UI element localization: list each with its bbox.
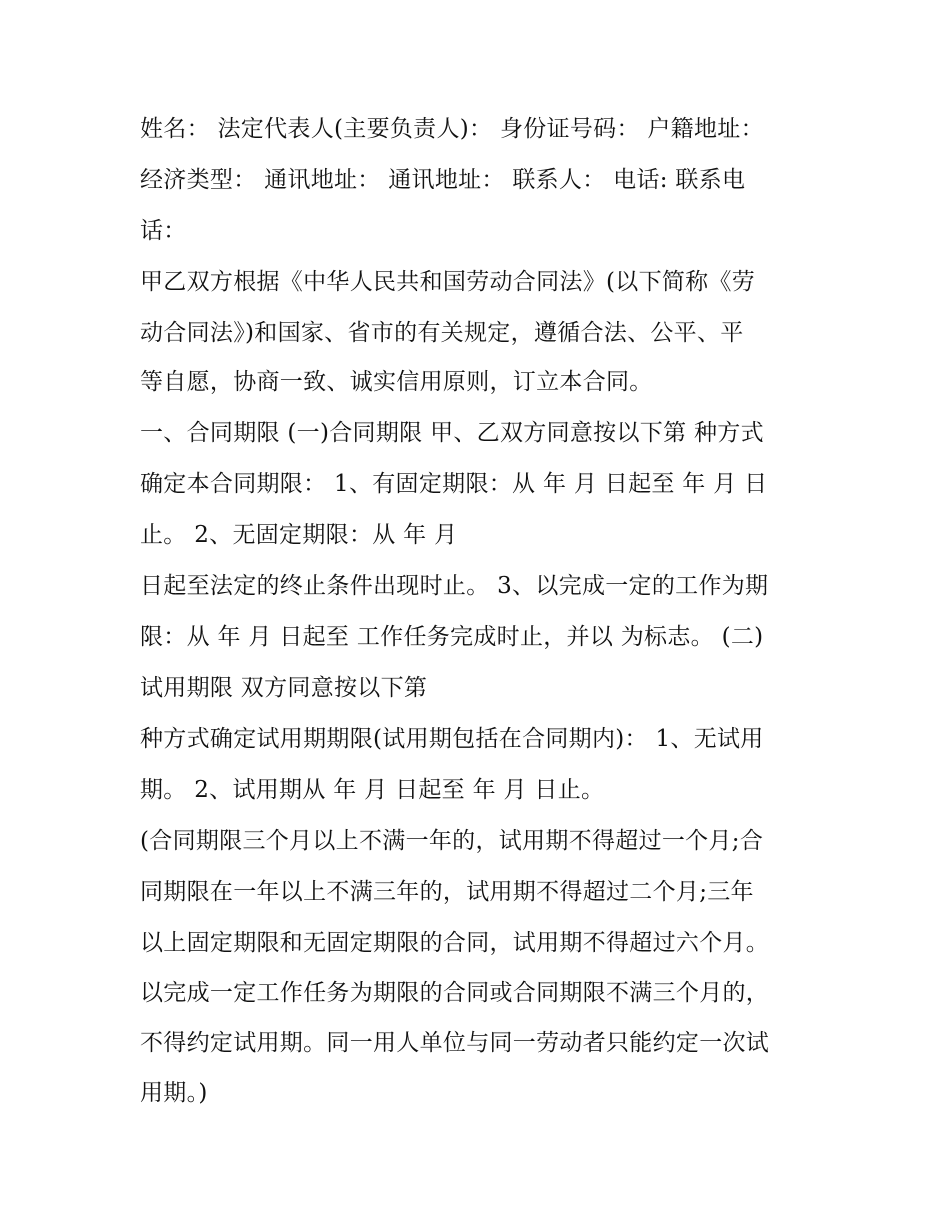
- text-line: 止。 2、无固定期限：从 年 月: [140, 522, 458, 548]
- text-line: 姓名： 法定代表人(主要负责人)： 身份证号码： 户籍地址：: [140, 116, 764, 142]
- text-line: 动合同法》)和国家、省市的有关规定，遵循合法、公平、平: [140, 320, 744, 346]
- text-line: 话：: [140, 218, 187, 244]
- text-line: 以完成一定工作任务为期限的合同或合同期限不满三个月的，: [140, 980, 770, 1006]
- text-line: 经济类型： 通讯地址： 通讯地址： 联系人： 电话: 联系电: [140, 167, 746, 193]
- text-line: 甲乙双方根据《中华人民共和国劳动合同法》(以下简称《劳: [140, 269, 756, 295]
- text-line: 以上固定期限和无固定期限的合同，试用期不得超过六个月。: [140, 930, 770, 956]
- text-line: 日起至法定的终止条件出现时止。 3、以完成一定的工作为期: [140, 573, 769, 599]
- text-line: 确定本合同期限： 1、有固定期限：从 年 月 日起至 年 月 日: [140, 471, 768, 497]
- text-line: 不得约定试用期。同一用人单位与同一劳动者只能约定一次试: [140, 1030, 770, 1056]
- text-line: 种方式确定试用期期限(试用期包括在合同期内)： 1、无试用: [140, 726, 764, 752]
- text-line: 试用期限 双方同意按以下第: [140, 675, 428, 701]
- text-line: 等自愿，协商一致、诚实信用原则，订立本合同。: [140, 369, 653, 395]
- text-line: 期。 2、试用期从 年 月 日起至 年 月 日止。: [140, 777, 605, 803]
- text-line: 用期。): [140, 1080, 208, 1106]
- text-line: (合同期限三个月以上不满一年的，试用期不得超过一个月;合: [140, 828, 764, 854]
- text-line: 同期限在一年以上不满三年的，试用期不得超过二个月;三年: [140, 879, 754, 905]
- text-line: 限：从 年 月 日起至 工作任务完成时止，并以 为标志。 (二): [140, 624, 764, 650]
- text-line: 一、合同期限 (一)合同期限 甲、乙双方同意按以下第 种方式: [140, 420, 764, 446]
